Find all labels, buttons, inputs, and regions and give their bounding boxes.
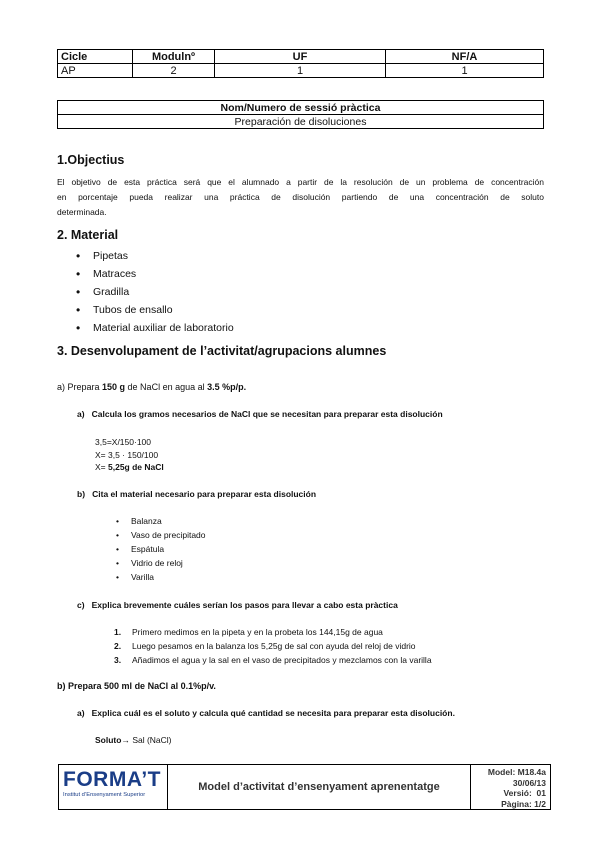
lab-material-item: • Varilla: [116, 572, 154, 582]
soluto-line: Soluto→ Sal (NaCl): [95, 735, 172, 745]
material-item: • Pipetas: [76, 249, 129, 263]
lab-material-item: • Balanza: [116, 516, 162, 526]
meta-value-nfa: 1: [386, 64, 544, 78]
meta-header-cicle: Cicle: [58, 50, 133, 64]
meta-header-row: [58, 50, 544, 64]
meta-table: [57, 49, 544, 78]
section1-line2: en porcentaje pueda realizar una práctica de disolución partiendo de una concentración de soluto: [57, 192, 544, 202]
section1-title: 1.Objectius: [57, 153, 125, 167]
logo-text: FORMA’T: [63, 768, 161, 791]
section1-line3: determinada.: [57, 207, 107, 217]
section1-line1: El objetivo de esta práctica será que el alumnado a partir de la resolución de un problema de concentración: [57, 177, 544, 187]
material-item: • Material auxiliar de laboratorio: [76, 321, 234, 335]
bullet-icon: •: [116, 558, 119, 568]
bullet-icon: •: [76, 303, 81, 317]
step-item: 2. Luego pesamos en la balanza los 5,25g de sal con ayuda del reloj de vidrio: [114, 641, 416, 651]
part-a-question-b: b) Cita el material necesario para preparar esta disolución: [77, 489, 317, 499]
part-a-question-a: a) Calcula los gramos necesarios de NaCl que se necesitan para preparar esta disolución: [77, 409, 443, 419]
footer: [58, 764, 551, 810]
bullet-icon: •: [116, 516, 119, 526]
calc-line-2: X= 3,5 · 150/100: [95, 449, 159, 460]
meta-header-nfa: NF/A: [386, 50, 544, 64]
bullet-icon: •: [116, 544, 119, 554]
step-item: 3. Añadimos el agua y la sal en el vaso de precipitados y mezclamos con la varilla: [114, 655, 432, 665]
section3-title: 3. Desenvolupament de l’activitat/agrupacions alumnes: [57, 344, 387, 358]
footer-date: 30/06/13: [512, 777, 546, 788]
step-item: 1. Primero medimos en la pipeta y en la probeta los 144,15g de agua: [114, 627, 383, 637]
meta-header-uf: UF: [215, 50, 386, 64]
meta-value-uf: 1: [215, 64, 386, 78]
footer-meta: [466, 767, 546, 809]
lab-material-item: • Espátula: [116, 544, 165, 554]
calculation-block: [95, 436, 164, 474]
session-header: Nom/Numero de sessió pràctica: [58, 101, 544, 115]
calc-line-1: 3,5=X/150·100: [95, 437, 152, 447]
footer-title: Model d’activitat d’ensenyament aprenentatge: [168, 765, 471, 809]
bullet-icon: •: [76, 285, 81, 299]
footer-page: Pàgina: 1/2: [501, 798, 546, 809]
part-a-question-c: c) Explica brevemente cuáles serían los pasos para llevar a cabo esta pràctica: [77, 600, 398, 610]
session-value: Preparación de disoluciones: [58, 115, 544, 129]
section2-title: 2. Material: [57, 228, 119, 242]
bullet-icon: •: [76, 321, 81, 335]
meta-value-modul: 2: [133, 64, 215, 78]
session-table: [57, 100, 544, 129]
section1-body: [57, 175, 544, 220]
steps-list: [114, 625, 432, 667]
forma-t-logo: [59, 765, 168, 809]
lab-material-item: • Vidrio de reloj: [116, 558, 183, 568]
part-b-label: b) Prepara 500 ml de NaCl al 0.1%p/v.: [57, 681, 216, 691]
part-b-question-a: a) Explica cuál es el soluto y calcula qué cantidad se necesita para preparar esta disolución.: [77, 708, 455, 718]
bullet-icon: •: [76, 249, 81, 263]
bullet-icon: •: [116, 572, 119, 582]
part-a-label: a) Prepara 150 g de NaCl en agua al 3.5 %p/p.: [57, 382, 247, 392]
arrow-right-icon: →: [121, 735, 130, 745]
calc-line-3: X= 5,25g de NaCl: [95, 462, 164, 472]
material-item: • Tubos de ensallo: [76, 303, 173, 317]
material-item: • Gradilla: [76, 285, 130, 299]
footer-model: Model: M18.4a: [487, 767, 546, 777]
bullet-icon: •: [116, 530, 119, 540]
material-item: • Matraces: [76, 267, 137, 281]
logo-subtitle: Institut d’Ensenyament Superior: [63, 792, 146, 798]
meta-value-cicle: AP: [58, 64, 133, 78]
meta-value-row: [58, 64, 544, 78]
lab-material-item: • Vaso de precipitado: [116, 530, 206, 540]
bullet-icon: •: [76, 267, 81, 281]
footer-version: Versió: 01: [503, 788, 546, 798]
meta-header-modul: Modulnº: [133, 50, 215, 64]
